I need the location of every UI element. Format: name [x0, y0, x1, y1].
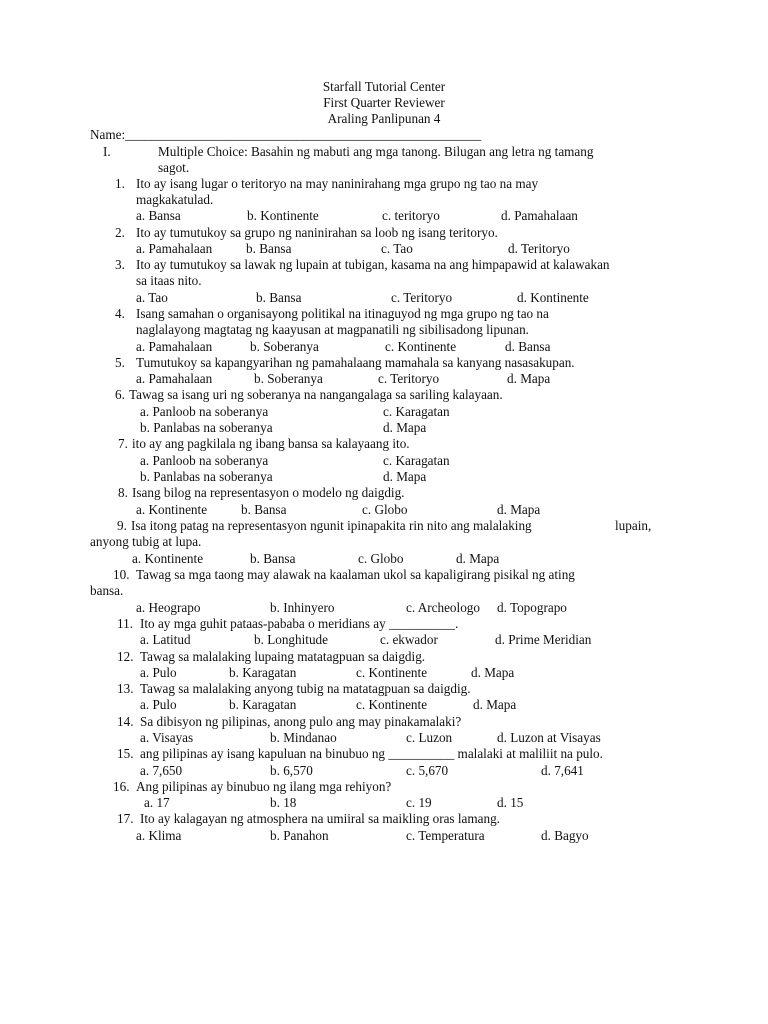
choice-d: d. Mapa	[456, 551, 500, 566]
choice-a: a. Pamahalaan	[136, 339, 213, 354]
question-number: 3.	[115, 257, 125, 272]
name-line: Name:______________________________________________________	[90, 127, 482, 142]
choice-d: d. 7,641	[541, 763, 584, 778]
choice-b: b. Inhinyero	[270, 600, 335, 615]
choice-b: b. Longhitude	[254, 632, 328, 647]
choice-b: b. Bansa	[241, 502, 287, 517]
choice-b: b. Panahon	[270, 828, 329, 843]
choice-d: d. Mapa	[497, 502, 541, 517]
subject-title: Araling Panlipunan 4	[327, 111, 441, 126]
question-text: Ito ay mga guhit pataas-pababa o meridians ay __________.	[140, 616, 459, 631]
choice-b: b. Karagatan	[229, 697, 297, 712]
choice-a: a. Pamahalaan	[136, 241, 213, 256]
choice-c: c. ekwador	[380, 632, 438, 647]
question-text: Ito ay tumutukoy sa grupo ng naninirahan sa loob ng isang teritoryo.	[136, 225, 498, 240]
question-number: 9.	[117, 518, 127, 533]
question-text: Tawag sa malalaking lupaing matatagpuan sa daigdig.	[140, 649, 426, 664]
question-text-tail: lupain,	[615, 518, 652, 533]
question-text: ang pilipinas ay isang kapuluan na binubuo ng __________ malalaki at maliliit na pulo.	[140, 746, 603, 761]
question-number: 11.	[117, 616, 133, 631]
choice-a: a. Kontinente	[132, 551, 204, 566]
section-instruction: Multiple Choice: Basahin ng mabuti ang mga tanong. Bilugan ang letra ng tamang	[158, 144, 594, 159]
question-number: 4.	[115, 306, 125, 321]
choice-b: b. Panlabas na soberanya	[140, 420, 273, 435]
choice-a: a. 17	[144, 795, 170, 810]
choice-b: b. 6,570	[270, 763, 313, 778]
choice-b: b. Mindanao	[270, 730, 337, 745]
choice-a: a. Kontinente	[136, 502, 208, 517]
choice-d: d. 15	[497, 795, 524, 810]
question-text-cont: bansa.	[90, 583, 124, 598]
choice-d: d. Mapa	[383, 469, 427, 484]
question-number: 16.	[113, 779, 130, 794]
choice-c: c. Luzon	[406, 730, 453, 745]
choice-c: c. Globo	[362, 502, 408, 517]
question-text: Isang bilog na representasyon o modelo ng daigdig.	[132, 485, 405, 500]
question-text: Tawag sa mga taong may alawak na kaalaman ukol sa kapaligirang pisikal ng ating	[136, 567, 575, 582]
choice-b: b. Panlabas na soberanya	[140, 469, 273, 484]
question-text: Tawag sa malalaking anyong tubig na matatagpuan sa daigdig.	[140, 681, 471, 696]
question-text-cont: sa itaas nito.	[136, 273, 202, 288]
choice-d: d. Topograpo	[497, 600, 567, 615]
reviewer-title: First Quarter Reviewer	[323, 95, 445, 110]
question-number: 12.	[117, 649, 134, 664]
question-number: 6.	[115, 387, 125, 402]
choice-a: a. Latitud	[140, 632, 191, 647]
choice-c: c. Archeologo	[406, 600, 480, 615]
question-text: Ito ay isang lugar o teritoryo na may naninirahang mga grupo ng tao na may	[136, 176, 539, 191]
question-number: 5.	[115, 355, 125, 370]
question-text: Ito ay tumutukoy sa lawak ng lupain at tubigan, kasama na ang himpapawid at kalawakan	[136, 257, 610, 272]
question-number: 8.	[118, 485, 128, 500]
choice-b: b. Bansa	[246, 241, 292, 256]
question-text: Tumutukoy sa kapangyarihan ng pamahalaang mamahala sa kanyang nasasakupan.	[136, 355, 575, 370]
choice-c: c. Temperatura	[406, 828, 485, 843]
choice-d: d. Bansa	[505, 339, 551, 354]
question-text: Isa itong patag na representasyon ngunit ipinapakita rin nito ang malalaking	[131, 518, 532, 533]
question-text: ito ay ang pagkilala ng ibang bansa sa kalayaang ito.	[132, 436, 410, 451]
choice-a: a. Pulo	[140, 697, 177, 712]
choice-a: a. Pamahalaan	[136, 371, 213, 386]
choice-c: c. Teritoryo	[378, 371, 440, 386]
choice-d: d. Mapa	[507, 371, 551, 386]
choice-a: a. Heograpo	[136, 600, 201, 615]
choice-c: c. Kontinente	[356, 697, 428, 712]
choice-a: a. Bansa	[136, 208, 181, 223]
choice-c: c. Teritoryo	[391, 290, 453, 305]
question-text: Tawag sa isang uri ng soberanya na nangangalaga sa sariling kalayaan.	[129, 387, 503, 402]
choice-a: a. Panloob na soberanya	[140, 453, 269, 468]
question-text: Isang samahan o organisayong politikal na itinaguyod ng mga grupo ng tao na	[136, 306, 549, 321]
choice-b: b. 18	[270, 795, 297, 810]
question-number: 1.	[115, 176, 125, 191]
choice-a: a. Tao	[136, 290, 168, 305]
choice-b: b. Bansa	[256, 290, 302, 305]
question-number: 10.	[113, 567, 130, 582]
choice-c: c. teritoryo	[382, 208, 440, 223]
choice-d: d. Mapa	[383, 420, 427, 435]
section-numeral: I.	[103, 144, 111, 159]
question-text: Sa dibisyon ng pilipinas, anong pulo ang may pinakamalaki?	[140, 714, 462, 729]
choice-b: b. Bansa	[250, 551, 296, 566]
choice-a: a. Panloob na soberanya	[140, 404, 269, 419]
choice-d: d. Mapa	[473, 697, 517, 712]
choice-a: a. Klima	[136, 828, 182, 843]
choice-b: b. Karagatan	[229, 665, 297, 680]
choice-d: d. Teritoryo	[508, 241, 570, 256]
question-number: 13.	[117, 681, 134, 696]
choice-a: a. Visayas	[140, 730, 194, 745]
question-number: 15.	[117, 746, 134, 761]
question-number: 2.	[115, 225, 125, 240]
question-text: Ito ay kalagayan ng atmosphera na umiiral sa maikling oras lamang.	[140, 811, 500, 826]
choice-d: d. Mapa	[471, 665, 515, 680]
choice-b: b. Kontinente	[247, 208, 319, 223]
choice-c: c. Karagatan	[383, 404, 450, 419]
choice-c: c. 5,670	[406, 763, 449, 778]
choice-c: c. 19	[406, 795, 432, 810]
choice-b: b. Soberanya	[254, 371, 323, 386]
choice-c: c. Globo	[358, 551, 404, 566]
question-number: 14.	[117, 714, 134, 729]
question-text-cont: naglalayong magtatag ng kaayusan at magpanatili ng sibilisadong lipunan.	[136, 322, 529, 337]
choice-a: a. Pulo	[140, 665, 177, 680]
choice-d: d. Bagyo	[541, 828, 589, 843]
choice-a: a. 7,650	[140, 763, 183, 778]
choice-c: c. Kontinente	[356, 665, 428, 680]
choice-b: b. Soberanya	[250, 339, 319, 354]
choice-d: d. Prime Meridian	[495, 632, 592, 647]
question-text: Ang pilipinas ay binubuo ng ilang mga rehiyon?	[136, 779, 392, 794]
choice-c: c. Tao	[381, 241, 413, 256]
section-instruction-cont: sagot.	[158, 160, 190, 175]
question-text-cont: anyong tubig at lupa.	[90, 534, 202, 549]
choice-c: c. Karagatan	[383, 453, 450, 468]
question-text-cont: magkakatulad.	[136, 192, 214, 207]
question-number: 7.	[118, 436, 128, 451]
school-name: Starfall Tutorial Center	[322, 79, 446, 94]
choice-d: d. Kontinente	[517, 290, 589, 305]
question-number: 17.	[117, 811, 134, 826]
choice-d: d. Pamahalaan	[501, 208, 578, 223]
choice-d: d. Luzon at Visayas	[497, 730, 601, 745]
choice-c: c. Kontinente	[385, 339, 457, 354]
